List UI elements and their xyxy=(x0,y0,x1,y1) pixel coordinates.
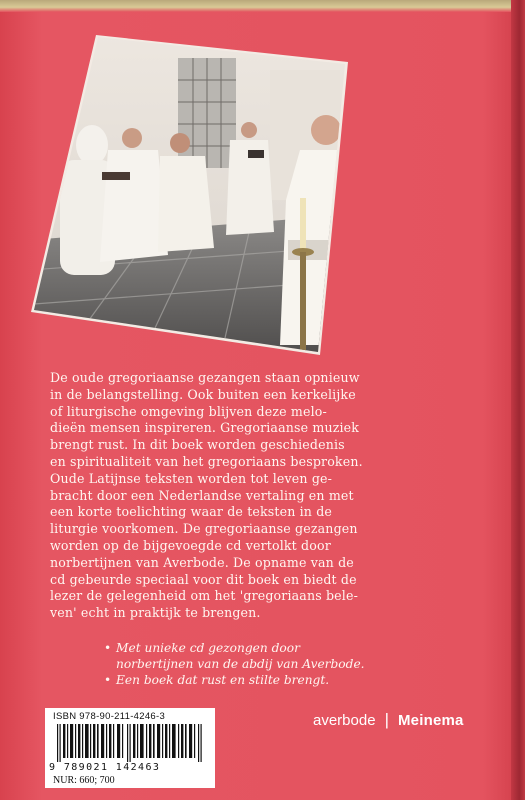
bullet-icon: • xyxy=(104,641,112,655)
description-line: cd gebeurde speciaal voor dit boek en biedt de xyxy=(50,571,357,587)
description-line: lezer de gelegenheid om het 'gregoriaans bele- xyxy=(50,588,358,604)
description-line: Oude Latijnse teksten worden tot leven ge- xyxy=(50,470,333,486)
publisher-meinema: Meinema xyxy=(397,711,464,729)
description-line: De oude gregoriaanse gezangen staan opnieuw xyxy=(50,370,360,385)
description-line: liturgie voorkomen. De gregoriaanse gezangen xyxy=(50,521,358,537)
monks-photo-illustration xyxy=(0,0,525,360)
bullet-icon: • xyxy=(104,673,112,687)
publisher-logos xyxy=(313,710,464,730)
description-line: norbertijnen van Averbode. De opname van de xyxy=(50,554,354,570)
description-line: worden op de bijgevoegde cd vertolkt door xyxy=(50,537,331,553)
candle xyxy=(300,198,306,250)
description-line: een korte toelichting waar de teksten in de xyxy=(50,504,333,520)
description-line: of liturgische omgeving blijven deze melo- xyxy=(50,403,327,419)
bullet-text: Met unieke cd gezongen door xyxy=(116,641,300,655)
description-line: dieën mensen inspireren. Gregoriaanse muziek xyxy=(50,420,360,436)
bullet-text: Een boek dat rust en stilte brengt. xyxy=(116,673,330,687)
publisher-separator: | xyxy=(384,710,389,729)
barcode-digits: 9 789021 142463 xyxy=(49,762,161,773)
barcode-icon xyxy=(55,724,205,762)
bullet-text: norbertijnen van de abdij van Averbode. xyxy=(116,657,365,671)
description-line: en spiritualiteit van het gregoriaans besproken. xyxy=(50,453,363,469)
isbn-barcode-label xyxy=(45,708,215,788)
back-cover-description xyxy=(50,370,450,622)
cover-photo xyxy=(0,0,525,360)
description-line: brengt rust. In dit boek worden geschiedenis xyxy=(50,437,345,453)
description-line: in de belangstelling. Ook buiten een kerkelijke xyxy=(50,386,356,402)
description-line: ven' echt in praktijk te brengen. xyxy=(50,605,261,621)
description-line: bracht door een Nederlandse vertaling en met xyxy=(50,487,354,503)
bullet-item xyxy=(104,672,464,688)
publisher-averbode: averbode xyxy=(313,711,376,729)
bullet-item xyxy=(104,640,464,672)
nur-code: NUR: 660; 700 xyxy=(53,775,115,786)
isbn-number: ISBN 978-90-211-4246-3 xyxy=(53,711,166,722)
feature-bullets xyxy=(104,640,464,688)
